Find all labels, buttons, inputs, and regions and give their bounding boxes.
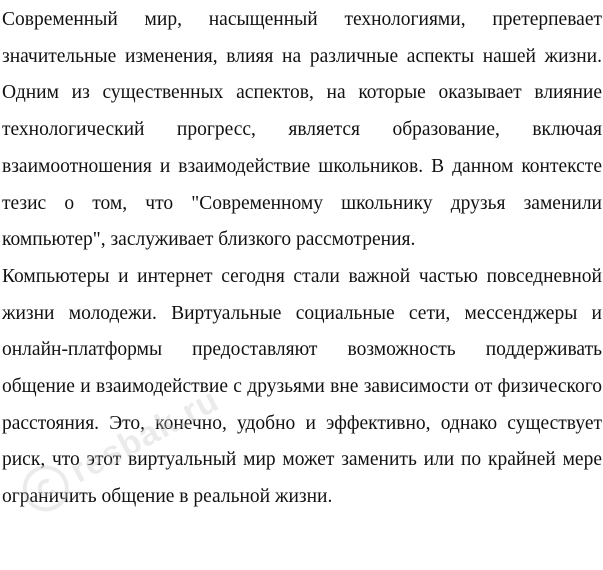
paragraph-1: Современный мир, насыщенный технологиями, претерпевает значительные изменения, влияя на различные аспекты нашей жизни. Одним из существенных аспектов, на которые оказывает влияние технологический прогресс, является образование, включая взаимоотношения и взаимодействие школьников. В данном контексте тезис о том, что "Современному школьнику друзья заменили компьютер", заслуживает близкого рассмотрения.	[2, 9, 602, 251]
document-text	[2, 2, 602, 516]
paragraph-2: Компьютеры и интернет сегодня стали важной частью повседневной жизни молодежи. Виртуальные социальные сети, мессенджеры и онлайн-платформы предоставляют возможность поддерживать общение и взаимодействие с друзьями вне зависимости от физического расстояния. Это, конечно, удобно и эффективно, однако существует риск, что этот виртуальный мир может заменить или по крайней мере ограничить общение в реальной жизни.	[2, 265, 602, 508]
watermark-text: resbak.ru	[64, 380, 226, 491]
